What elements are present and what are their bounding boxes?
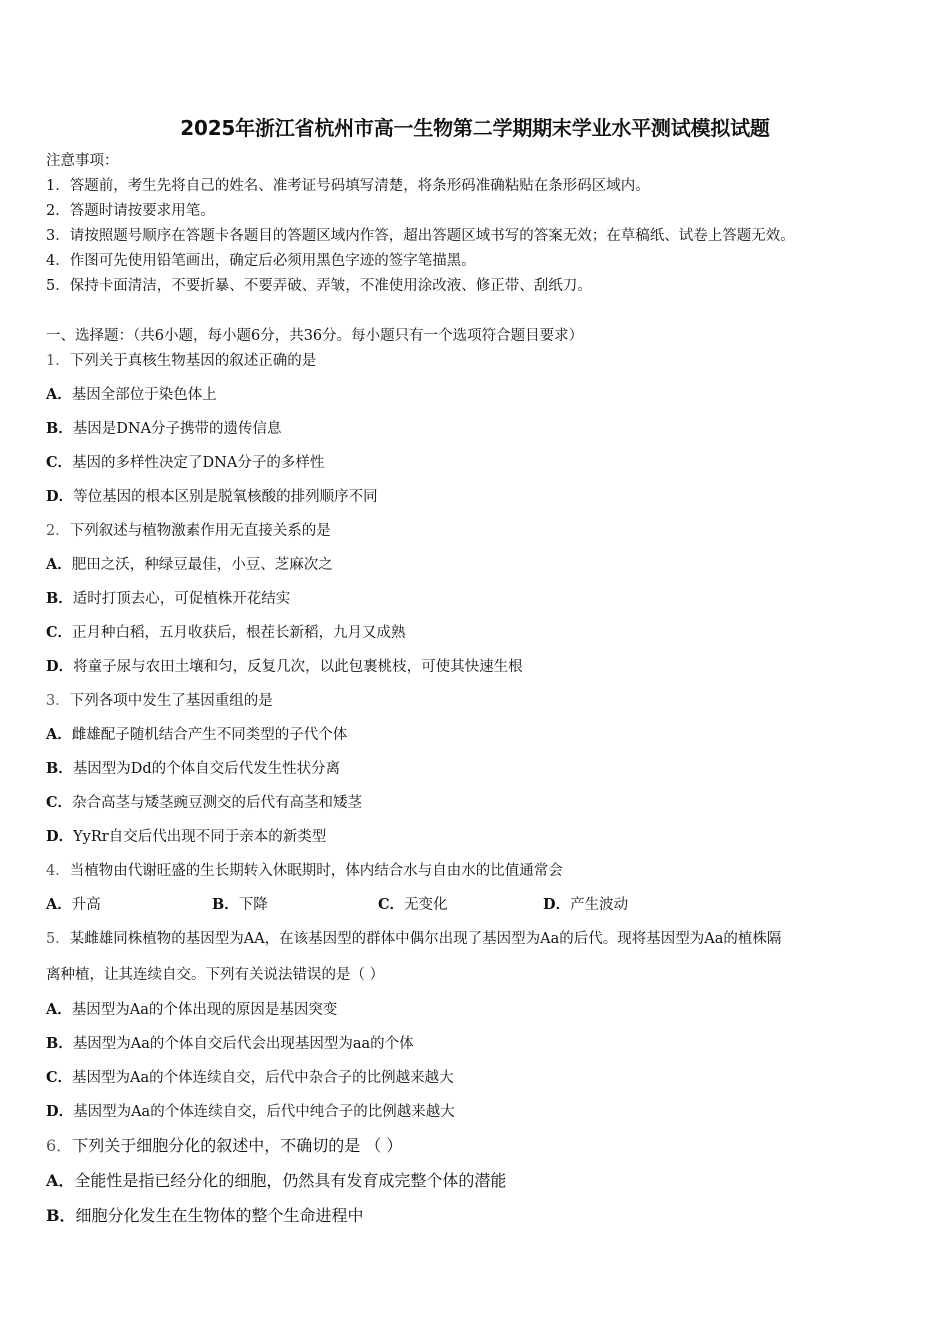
question-number: 6． bbox=[46, 1136, 73, 1155]
option-label: A． bbox=[46, 1171, 75, 1190]
option-label: D． bbox=[46, 828, 74, 845]
answer-option bbox=[46, 1034, 414, 1054]
question-stem-continued: 离种植，让其连续自交。下列有关说法错误的是（ ） bbox=[46, 967, 385, 983]
option-text: 基因型为Aa的个体自交后代会出现基因型为aa的个体 bbox=[72, 1036, 414, 1052]
answer-option bbox=[46, 453, 324, 473]
section-heading: 一、选择题：（共6小题，每小题6分，共36分。每小题只有一个选项符合题目要求） bbox=[46, 328, 584, 344]
question-stem bbox=[46, 1136, 402, 1156]
option-label: B． bbox=[46, 420, 73, 437]
question-stem bbox=[46, 521, 331, 541]
option-text: 正月种白稻，五月收获后，根茬长新稻，九月又成熟 bbox=[72, 625, 406, 641]
answer-option bbox=[378, 895, 448, 915]
question-number: 2． bbox=[46, 523, 70, 539]
option-label: B． bbox=[212, 896, 239, 913]
option-label: B． bbox=[46, 760, 73, 777]
question-number: 4． bbox=[46, 863, 70, 879]
answer-option bbox=[212, 895, 268, 915]
option-text: 基因型为Aa的个体连续自交，后代中纯合子的比例越来越大 bbox=[73, 1104, 455, 1120]
option-label: D． bbox=[543, 896, 571, 913]
answer-option bbox=[46, 759, 340, 779]
option-text: 升高 bbox=[71, 897, 101, 913]
option-text: 基因型为Aa的个体连续自交，后代中杂合子的比例越来越大 bbox=[72, 1070, 454, 1086]
question-text: 下列各项中发生了基因重组的是 bbox=[69, 693, 273, 709]
option-text: 下降 bbox=[238, 897, 268, 913]
answer-option bbox=[46, 793, 362, 813]
answer-option bbox=[46, 487, 378, 507]
option-text: 等位基因的根本区别是脱氧核酸的排列顺序不同 bbox=[73, 489, 378, 505]
notice-item: 4．作图可先使用铅笔画出，确定后必须用黑色字迹的签字笔描黑。 bbox=[46, 253, 476, 269]
answer-option bbox=[46, 589, 290, 609]
notice-heading: 注意事项： bbox=[46, 153, 119, 169]
option-text: 将童子尿与农田土壤和匀，反复几次，以此包裹桃枝，可使其快速生根 bbox=[73, 659, 523, 675]
question-number: 5． bbox=[46, 931, 70, 947]
option-text: 全能性是指已经分化的细胞，仍然具有发育成完整个体的潜能 bbox=[74, 1171, 507, 1190]
option-label: B． bbox=[46, 590, 73, 607]
answer-option bbox=[46, 1102, 455, 1122]
option-text: 基因的多样性决定了DNA分子的多样性 bbox=[72, 455, 325, 471]
answer-option bbox=[46, 895, 101, 915]
question-stem bbox=[46, 861, 563, 881]
option-label: C． bbox=[378, 896, 405, 913]
question-text: 下列关于真核生物基因的叙述正确的是 bbox=[69, 353, 317, 369]
question-text: 下列关于细胞分化的叙述中，不确切的是 （ ） bbox=[72, 1136, 403, 1155]
option-text: 产生波动 bbox=[570, 897, 629, 913]
option-text: 基因型为Aa的个体出现的原因是基因突变 bbox=[71, 1002, 338, 1018]
notice-item: 5．保持卡面清洁，不要折暴、不要弄破、弄皱，不准使用涂改液、修正带、刮纸刀。 bbox=[46, 278, 592, 294]
option-text: 无变化 bbox=[404, 897, 448, 913]
question-text: 当植物由代谢旺盛的生长期转入休眠期时，体内结合水与自由水的比值通常会 bbox=[69, 863, 563, 879]
option-label: A． bbox=[46, 726, 72, 743]
answer-option bbox=[46, 657, 523, 677]
option-label: A． bbox=[46, 386, 72, 403]
answer-option bbox=[46, 827, 326, 847]
question-stem bbox=[46, 929, 781, 949]
question-number: 3． bbox=[46, 693, 70, 709]
option-label: B． bbox=[46, 1035, 73, 1052]
option-label: D． bbox=[46, 658, 74, 675]
option-text: 细胞分化发生在生物体的整个生命进程中 bbox=[75, 1206, 364, 1225]
answer-option bbox=[46, 1000, 337, 1020]
question-stem bbox=[46, 351, 316, 371]
answer-option bbox=[46, 623, 406, 643]
answer-option bbox=[543, 895, 628, 915]
question-stem bbox=[46, 691, 273, 711]
option-text: 肥田之沃，种绿豆最佳，小豆、芝麻次之 bbox=[71, 557, 333, 573]
option-text: YyRr自交后代出现不同于亲本的新类型 bbox=[73, 829, 327, 845]
option-text: 基因是DNA分子携带的遗传信息 bbox=[72, 421, 282, 437]
option-label: C． bbox=[46, 794, 73, 811]
option-label: D． bbox=[46, 1103, 74, 1120]
option-label: A． bbox=[46, 1001, 72, 1018]
answer-option bbox=[46, 1068, 454, 1088]
option-label: B． bbox=[46, 1206, 76, 1225]
answer-option bbox=[46, 1171, 506, 1191]
option-text: 雌雄配子随机结合产生不同类型的子代个体 bbox=[71, 727, 348, 743]
answer-option bbox=[46, 555, 333, 575]
option-label: A． bbox=[46, 896, 72, 913]
option-label: C． bbox=[46, 1069, 73, 1086]
option-text: 杂合高茎与矮茎豌豆测交的后代有高茎和矮茎 bbox=[72, 795, 363, 811]
notice-item: 2．答题时请按要求用笔。 bbox=[46, 203, 215, 219]
option-text: 适时打顶去心，可促植株开花结实 bbox=[72, 591, 291, 607]
option-label: D． bbox=[46, 488, 74, 505]
notice-item: 1．答题前，考生先将自己的姓名、准考证号码填写清楚，将条形码准确粘贴在条形码区域内。 bbox=[46, 178, 650, 194]
answer-option bbox=[46, 385, 217, 405]
option-text: 基因全部位于染色体上 bbox=[71, 387, 217, 403]
notice-item: 3．请按照题号顺序在答题卡各题目的答题区域内作答，超出答题区域书写的答案无效；在草稿纸、试卷上答题无效。 bbox=[46, 228, 795, 244]
question-number: 1． bbox=[46, 353, 70, 369]
question-text: 下列叙述与植物激素作用无直接关系的是 bbox=[69, 523, 331, 539]
option-label: C． bbox=[46, 454, 73, 471]
option-label: C． bbox=[46, 624, 73, 641]
option-label: A． bbox=[46, 556, 72, 573]
answer-option bbox=[46, 1206, 364, 1226]
page-title: 2025年浙江省杭州市高一生物第二学期期末学业水平测试模拟试题 bbox=[180, 116, 770, 140]
question-text: 某雌雄同株植物的基因型为AA，在该基因型的群体中偶尔出现了基因型为Aa的后代。现将基因型为Aa的植株隔 bbox=[69, 931, 782, 947]
answer-option bbox=[46, 419, 282, 439]
option-text: 基因型为Dd的个体自交后代发生性状分离 bbox=[72, 761, 341, 777]
answer-option bbox=[46, 725, 347, 745]
